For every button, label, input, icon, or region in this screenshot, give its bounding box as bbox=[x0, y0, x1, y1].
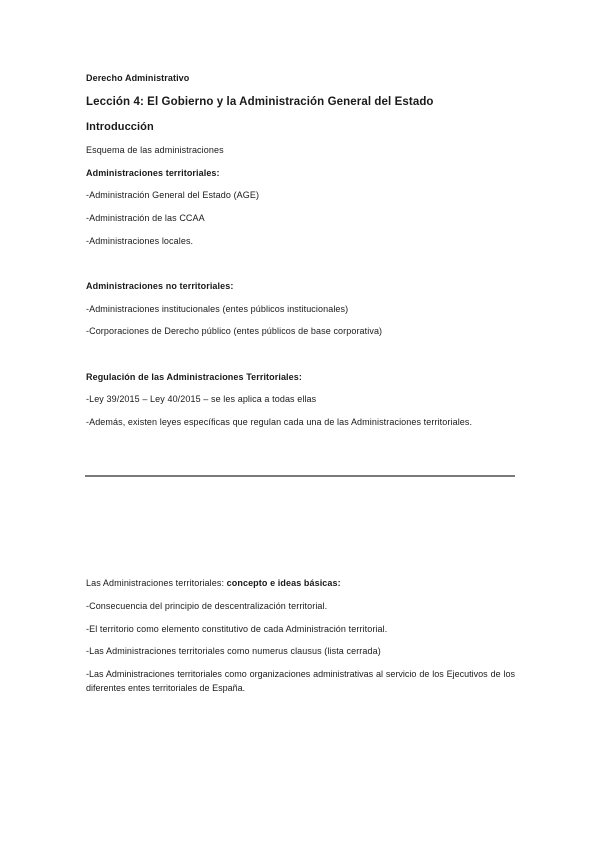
section-divider bbox=[85, 475, 515, 477]
non-territorial-item: -Corporaciones de Derecho público (entes públicos de base corporativa) bbox=[86, 326, 383, 336]
course-name: Derecho Administrativo bbox=[86, 73, 190, 83]
non-territorial-item: -Administraciones institucionales (entes públicos institucionales) bbox=[86, 304, 349, 314]
concepts-heading-prefix: Las Administraciones territoriales: bbox=[86, 578, 227, 588]
regulation-item: -Además, existen leyes específicas que regulan cada una de las Administraciones territoriales. bbox=[86, 417, 473, 427]
territorial-item: -Administraciones locales. bbox=[86, 236, 194, 246]
territorial-item: -Administración General del Estado (AGE) bbox=[86, 190, 260, 200]
concepts-item: -Consecuencia del principio de descentralización territorial. bbox=[86, 601, 328, 611]
territorial-item: -Administración de las CCAA bbox=[86, 213, 205, 223]
section-title: Introducción bbox=[86, 121, 154, 133]
regulation-heading: Regulación de las Administraciones Territoriales: bbox=[86, 372, 302, 382]
schema-heading: Esquema de las administraciones bbox=[86, 145, 224, 155]
concepts-item: -Las Administraciones territoriales como numerus clausus (lista cerrada) bbox=[86, 646, 381, 656]
concepts-heading bbox=[86, 577, 341, 589]
regulation-item: -Ley 39/2015 – Ley 40/2015 – se les aplica a todas ellas bbox=[86, 394, 317, 404]
concepts-item: -El territorio como elemento constitutivo de cada Administración territorial. bbox=[86, 624, 388, 634]
concepts-heading-bold: concepto e ideas básicas: bbox=[226, 578, 341, 588]
lesson-title: Lección 4: El Gobierno y la Administración General del Estado bbox=[86, 96, 434, 108]
territorial-heading: Administraciones territoriales: bbox=[86, 168, 220, 178]
concepts-item: -Las Administraciones territoriales como organizaciones administrativas al servicio de los Ejecutivos de los diferentes entes territoriales de España. bbox=[86, 669, 515, 693]
non-territorial-heading: Administraciones no territoriales: bbox=[86, 281, 234, 291]
